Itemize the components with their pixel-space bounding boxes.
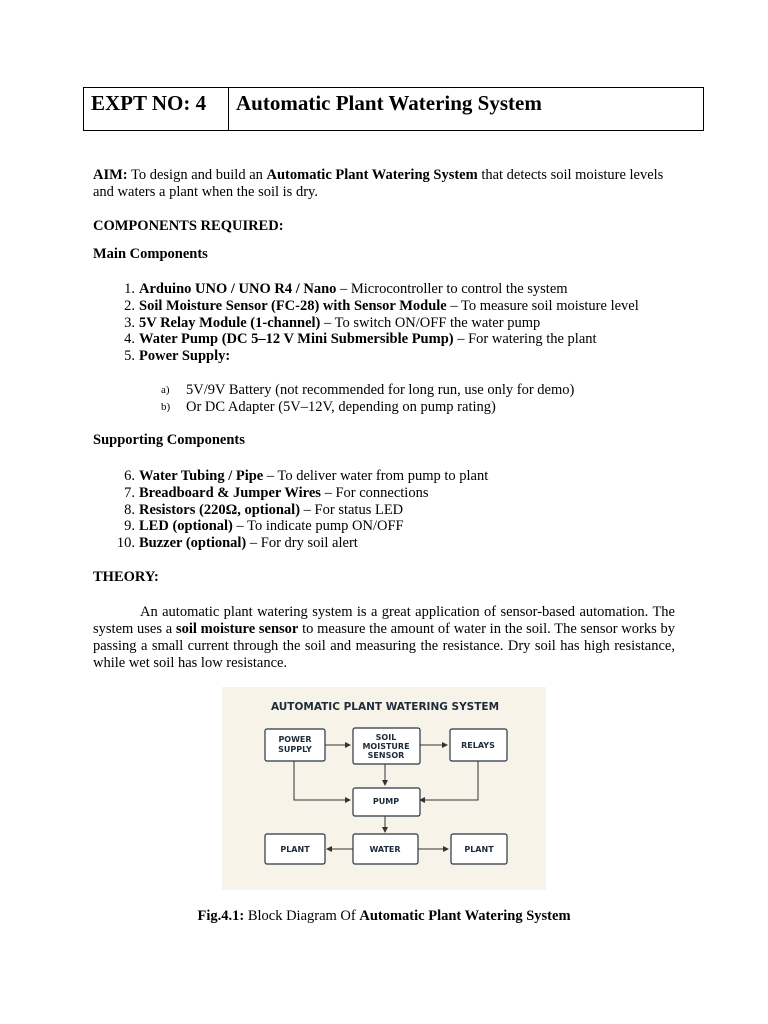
water-label: WATER [369,845,401,854]
relays-label: RELAYS [461,741,495,750]
pump-label: PUMP [372,797,400,806]
aim-text-2: that detects soil moisture levels and waters a plant when the soil is dry. [93,167,664,200]
item-desc: – For status LED [300,501,404,518]
item-number: a) [161,384,170,396]
item-desc: Or DC Adapter (5V–12V, depending on pump rating) [186,398,496,415]
item-desc: – To deliver water from pump to plant [263,468,489,484]
item-name: Soil Moisture Sensor (FC-28) with Sensor Module [139,297,447,314]
power-supply-label-2: SUPPLY [278,745,312,754]
experiment-header [83,87,704,131]
arrow-relays-to-pump [420,761,478,800]
item-number: 9. [124,518,135,535]
item-number: 6. [124,468,135,484]
diagram-title: AUTOMATIC PLANT WATERING SYSTEM [270,701,500,713]
supporting-components-heading: Supporting Components [93,432,245,448]
plant-right-label: PLANT [464,845,494,854]
item-desc: – For connections [320,484,429,501]
main-components-heading: Main Components [93,246,208,262]
list-item [139,399,659,416]
theory-text-2: to measure the amount of water in the soil. The sensor works by passing a small current through the soil and measuring the resistance. Dry soil has high resistance, while wet soil has low resistance. [93,621,675,671]
item-desc: – To switch ON/OFF the water pump [320,314,541,331]
aim-text-1: To design and build an [127,167,267,183]
item-number: 2. [124,297,135,314]
item-desc: – For watering the plant [453,331,597,348]
item-name: Resistors (220Ω, optional) [139,501,301,518]
item-desc: 5V/9V Battery (not recommended for long run, use only for demo) [186,382,575,398]
item-number: b) [161,400,171,413]
components-heading: COMPONENTS REQUIRED: [93,218,284,234]
item-name: Power Supply: [139,348,231,365]
item-number: 10. [116,535,135,552]
list-item [93,485,693,502]
plant-left-label: PLANT [280,845,310,854]
experiment-title: Automatic Plant Watering System [236,91,542,115]
main-components-list [93,281,693,365]
list-item [93,298,693,315]
item-number: 8. [124,501,135,518]
aim-bold: Automatic Plant Watering System [266,167,478,183]
list-item [93,331,693,348]
item-name: 5V Relay Module (1-channel) [139,314,321,331]
list-item [139,382,659,399]
theory-bold: soil moisture sensor [175,621,299,637]
sensor-label-1: SOIL [375,733,397,742]
item-name: Buzzer (optional) [139,535,247,552]
list-item [93,468,693,485]
caption-text: Block Diagram Of [244,908,360,924]
block-diagram-figure [222,687,546,890]
theory-heading: THEORY: [93,569,159,585]
item-number: 5. [124,348,135,365]
item-name: Water Pump (DC 5–12 V Mini Submersible Pump) [139,331,454,348]
list-item [93,281,693,298]
list-item [93,535,693,552]
item-desc: – To measure soil moisture level [446,297,639,314]
list-item [93,502,693,519]
item-name: LED (optional) [139,518,233,535]
item-desc: – Microcontroller to control the system [336,281,568,297]
caption-bold: Automatic Plant Watering System [359,908,571,924]
item-desc: – To indicate pump ON/OFF [232,518,404,535]
item-number: 4. [124,331,135,348]
experiment-number: EXPT NO: 4 [84,88,229,130]
item-number: 3. [124,314,135,331]
sensor-label-3: SENSOR [367,751,405,760]
power-supply-label-1: POWER [278,735,312,744]
list-item [93,315,693,332]
sensor-label-2: MOISTURE [362,742,410,751]
figure-caption [0,908,768,925]
item-desc: – For dry soil alert [246,535,358,552]
theory-paragraph [93,604,675,672]
theory-text-1: An automatic plant watering system is a great application of sensor-based automation. The system uses a [93,604,675,637]
power-supply-sublist [139,382,659,416]
block-diagram [222,687,546,890]
list-item [93,348,693,365]
list-item [93,518,693,535]
item-name: Water Tubing / Pipe [139,468,264,484]
aim-label: AIM: [93,167,128,183]
item-number: 7. [124,484,135,501]
item-name: Arduino UNO / UNO R4 / Nano [139,281,337,297]
caption-label: Fig.4.1: [197,908,245,924]
aim-paragraph [93,167,675,201]
item-name: Breadboard & Jumper Wires [139,484,321,501]
supporting-components-list [93,468,693,552]
item-number: 1. [124,281,135,297]
arrow-power-to-pump [294,761,350,800]
